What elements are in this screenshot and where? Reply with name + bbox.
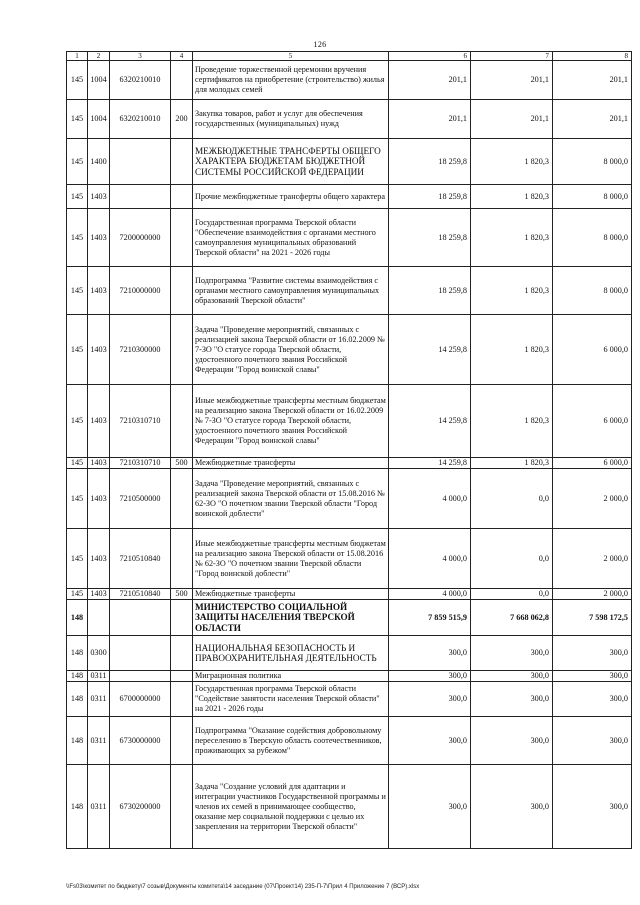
value-2025: 1 820,3 <box>471 315 553 385</box>
header-cell: 3 <box>110 52 171 61</box>
budget-table <box>66 51 632 849</box>
target-code <box>110 185 171 209</box>
header-cell: 4 <box>171 52 193 61</box>
ved-code: 145 <box>67 209 88 267</box>
section-code: 1403 <box>88 469 110 529</box>
expense-type-code <box>171 636 193 671</box>
value-2026: 8 000,0 <box>553 267 632 315</box>
table-row <box>67 671 632 682</box>
value-2026: 300,0 <box>553 717 632 765</box>
value-2026: 6 000,0 <box>553 315 632 385</box>
expense-type-code: 500 <box>171 458 193 469</box>
section-code: 0311 <box>88 682 110 717</box>
value-2024: 300,0 <box>389 671 471 682</box>
header-cell: 2 <box>88 52 110 61</box>
value-2024: 18 259,8 <box>389 267 471 315</box>
value-2024: 300,0 <box>389 717 471 765</box>
value-2026: 2 000,0 <box>553 529 632 589</box>
header-cell: 7 <box>471 52 553 61</box>
value-2024: 18 259,8 <box>389 185 471 209</box>
section-code: 1004 <box>88 61 110 100</box>
target-code: 7210500000 <box>110 469 171 529</box>
value-2025: 7 668 062,8 <box>471 600 553 636</box>
file-path-footer: \\Fs03\комитет по бюджету\7 созыв\Документы комитета\14 заседание (07\Проект14) 235-П-7\Прил 4 Приложение 7 (ВСР).xlsx <box>66 884 420 890</box>
header-cell: 8 <box>553 52 632 61</box>
target-code <box>110 636 171 671</box>
table-row <box>67 636 632 671</box>
value-2025: 1 820,3 <box>471 209 553 267</box>
section-code: 1403 <box>88 185 110 209</box>
header-cell: 5 <box>193 52 389 61</box>
ved-code: 148 <box>67 682 88 717</box>
row-name: Государственная программа Тверской области "Обеспечение взаимодействия с органами местного самоуправления муниципальных образований Тверской области" на 2021 - 2026 годы <box>193 209 389 267</box>
value-2024: 300,0 <box>389 765 471 849</box>
row-name: Задача "Проведение мероприятий, связанных с реализацией закона Тверской области от 15.08.2016 № 62-ЗО "О почетном звании Тверской области "Город воинской доблести" <box>193 469 389 529</box>
expense-type-code <box>171 682 193 717</box>
table-row <box>67 589 632 600</box>
expense-type-code <box>171 765 193 849</box>
page-number: 126 <box>313 40 327 49</box>
table-row <box>67 315 632 385</box>
target-code <box>110 671 171 682</box>
value-2025: 1 820,3 <box>471 139 553 185</box>
table-row <box>67 765 632 849</box>
section-code: 1400 <box>88 139 110 185</box>
table-row <box>67 469 632 529</box>
table-row <box>67 185 632 209</box>
row-name: Иные межбюджетные трансферты местным бюджетам на реализацию закона Тверской области от 16.02.2009 № 7-ЗО "О статусе города Тверской области, удостоенного почетного звания Российской Федерации "Город воинской славы" <box>193 385 389 458</box>
expense-type-code <box>171 267 193 315</box>
ved-code: 145 <box>67 139 88 185</box>
ved-code: 145 <box>67 529 88 589</box>
ved-code: 145 <box>67 267 88 315</box>
table-row <box>67 682 632 717</box>
target-code: 7210510840 <box>110 589 171 600</box>
ved-code: 148 <box>67 765 88 849</box>
row-name: Миграционная политика <box>193 671 389 682</box>
section-code: 1403 <box>88 529 110 589</box>
value-2024: 7 859 515,9 <box>389 600 471 636</box>
value-2026: 201,1 <box>553 61 632 100</box>
table-row <box>67 267 632 315</box>
header-cell: 1 <box>67 52 88 61</box>
value-2026: 201,1 <box>553 100 632 139</box>
target-code <box>110 139 171 185</box>
value-2024: 4 000,0 <box>389 589 471 600</box>
row-name: МЕЖБЮДЖЕТНЫЕ ТРАНСФЕРТЫ ОБЩЕГО ХАРАКТЕРА БЮДЖЕТАМ БЮДЖЕТНОЙ СИСТЕМЫ РОССИЙСКОЙ ФЕДЕРАЦИИ <box>193 139 389 185</box>
value-2026: 6 000,0 <box>553 385 632 458</box>
value-2025: 201,1 <box>471 61 553 100</box>
section-code: 1403 <box>88 589 110 600</box>
target-code: 7210000000 <box>110 267 171 315</box>
expense-type-code <box>171 61 193 100</box>
ved-code: 145 <box>67 385 88 458</box>
row-name: НАЦИОНАЛЬНАЯ БЕЗОПАСНОСТЬ И ПРАВООХРАНИТЕЛЬНАЯ ДЕЯТЕЛЬНОСТЬ <box>193 636 389 671</box>
header-row <box>67 52 632 61</box>
target-code: 6700000000 <box>110 682 171 717</box>
value-2026: 2 000,0 <box>553 589 632 600</box>
table-row <box>67 139 632 185</box>
ved-code: 148 <box>67 671 88 682</box>
expense-type-code <box>171 185 193 209</box>
value-2024: 18 259,8 <box>389 139 471 185</box>
value-2026: 8 000,0 <box>553 139 632 185</box>
target-code: 6320210010 <box>110 61 171 100</box>
row-name: Проведение торжественной церемонии вручения сертификатов на приобретение (строительство) жилья для молодых семей <box>193 61 389 100</box>
ved-code: 145 <box>67 185 88 209</box>
value-2024: 14 259,8 <box>389 385 471 458</box>
section-code: 1403 <box>88 267 110 315</box>
ved-code: 145 <box>67 589 88 600</box>
table-row <box>67 61 632 100</box>
ved-code: 145 <box>67 458 88 469</box>
value-2026: 300,0 <box>553 765 632 849</box>
value-2024: 201,1 <box>389 100 471 139</box>
expense-type-code <box>171 139 193 185</box>
ved-code: 145 <box>67 61 88 100</box>
header-cell: 6 <box>389 52 471 61</box>
target-code: 6730000000 <box>110 717 171 765</box>
value-2025: 1 820,3 <box>471 267 553 315</box>
target-code: 7210510840 <box>110 529 171 589</box>
table-row <box>67 717 632 765</box>
table-row <box>67 529 632 589</box>
value-2024: 300,0 <box>389 682 471 717</box>
ved-code: 148 <box>67 717 88 765</box>
row-name: Задача "Проведение мероприятий, связанных с реализацией закона Тверской области от 16.02.2009 № 7-ЗО "О статусе города Тверской области, удостоенного почетного звания Российской Федерации "Город воинской славы" <box>193 315 389 385</box>
table-row <box>67 600 632 636</box>
value-2025: 1 820,3 <box>471 458 553 469</box>
section-code <box>88 600 110 636</box>
target-code: 7210310710 <box>110 385 171 458</box>
value-2026: 2 000,0 <box>553 469 632 529</box>
row-name: Закупка товаров, работ и услуг для обеспечения государственных (муниципальных) нужд <box>193 100 389 139</box>
row-name: Межбюджетные трансферты <box>193 589 389 600</box>
expense-type-code <box>171 209 193 267</box>
target-code: 7200000000 <box>110 209 171 267</box>
section-code: 1403 <box>88 385 110 458</box>
value-2025: 0,0 <box>471 529 553 589</box>
row-name: Межбюджетные трансферты <box>193 458 389 469</box>
value-2024: 14 259,8 <box>389 315 471 385</box>
value-2026: 300,0 <box>553 636 632 671</box>
value-2024: 201,1 <box>389 61 471 100</box>
expense-type-code: 500 <box>171 589 193 600</box>
target-code: 6730200000 <box>110 765 171 849</box>
value-2025: 300,0 <box>471 682 553 717</box>
table-row <box>67 385 632 458</box>
value-2025: 300,0 <box>471 636 553 671</box>
expense-type-code: 200 <box>171 100 193 139</box>
expense-type-code <box>171 717 193 765</box>
ved-code: 148 <box>67 636 88 671</box>
section-code: 0311 <box>88 765 110 849</box>
value-2024: 18 259,8 <box>389 209 471 267</box>
row-name: Задача "Создание условий для адаптации и интеграции участников Государственной программы и членов их семей в принимающее сообщество, оказание мер социальной поддержки с целью их закрепления на территории Тверской области" <box>193 765 389 849</box>
value-2024: 300,0 <box>389 636 471 671</box>
section-code: 0300 <box>88 636 110 671</box>
section-code: 1403 <box>88 315 110 385</box>
value-2026: 300,0 <box>553 671 632 682</box>
row-name: Государственная программа Тверской области "Содействие занятости населения Тверской области" на 2021 - 2026 годы <box>193 682 389 717</box>
table-row <box>67 209 632 267</box>
row-name: Подпрограмма "Развитие системы взаимодействия с органами местного самоуправления муниципальных образований Тверской области" <box>193 267 389 315</box>
value-2026: 300,0 <box>553 682 632 717</box>
expense-type-code <box>171 671 193 682</box>
expense-type-code <box>171 529 193 589</box>
section-code: 1403 <box>88 458 110 469</box>
target-code: 7210310710 <box>110 458 171 469</box>
expense-type-code <box>171 315 193 385</box>
value-2025: 300,0 <box>471 765 553 849</box>
value-2025: 300,0 <box>471 717 553 765</box>
expense-type-code <box>171 385 193 458</box>
value-2024: 4 000,0 <box>389 469 471 529</box>
value-2025: 201,1 <box>471 100 553 139</box>
value-2025: 300,0 <box>471 671 553 682</box>
value-2026: 8 000,0 <box>553 185 632 209</box>
ved-code: 148 <box>67 600 88 636</box>
value-2025: 0,0 <box>471 589 553 600</box>
section-code: 1403 <box>88 209 110 267</box>
value-2026: 8 000,0 <box>553 209 632 267</box>
ved-code: 145 <box>67 469 88 529</box>
ved-code: 145 <box>67 100 88 139</box>
table-row <box>67 100 632 139</box>
row-name: Прочие межбюджетные трансферты общего характера <box>193 185 389 209</box>
target-code: 6320210010 <box>110 100 171 139</box>
expense-type-code <box>171 600 193 636</box>
table-row <box>67 458 632 469</box>
target-code: 7210300000 <box>110 315 171 385</box>
row-name: МИНИСТЕРСТВО СОЦИАЛЬНОЙ ЗАЩИТЫ НАСЕЛЕНИЯ ТВЕРСКОЙ ОБЛАСТИ <box>193 600 389 636</box>
ved-code: 145 <box>67 315 88 385</box>
value-2025: 1 820,3 <box>471 385 553 458</box>
target-code <box>110 600 171 636</box>
row-name: Подпрограмма "Оказание содействия добровольному переселению в Тверскую область соотечественников, проживающих за рубежом" <box>193 717 389 765</box>
row-name: Иные межбюджетные трансферты местным бюджетам на реализацию закона Тверской области от 15.08.2016 № 62-ЗО "О почетном звании Тверской области "Город воинской доблести" <box>193 529 389 589</box>
value-2024: 4 000,0 <box>389 529 471 589</box>
value-2026: 7 598 172,5 <box>553 600 632 636</box>
value-2025: 1 820,3 <box>471 185 553 209</box>
value-2025: 0,0 <box>471 469 553 529</box>
value-2024: 14 259,8 <box>389 458 471 469</box>
expense-type-code <box>171 469 193 529</box>
section-code: 1004 <box>88 100 110 139</box>
section-code: 0311 <box>88 717 110 765</box>
value-2026: 6 000,0 <box>553 458 632 469</box>
section-code: 0311 <box>88 671 110 682</box>
